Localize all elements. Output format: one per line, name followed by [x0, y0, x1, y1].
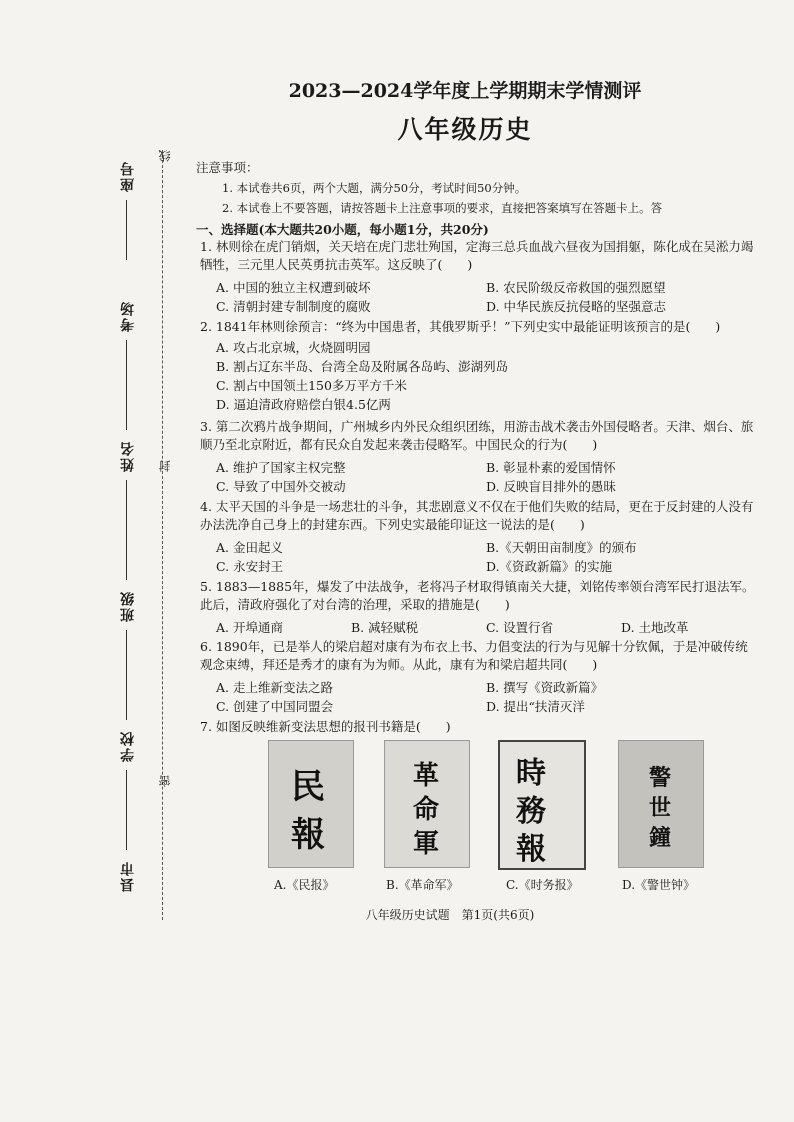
option: C. 设置行省 — [486, 620, 554, 635]
cover-char: 報 — [291, 815, 325, 855]
class-label: 班级 — [120, 590, 136, 622]
question-stem: 6. 1890年，已是举人的梁启超对康有为布衣上书、力倡变法的行为与见解十分钦佩，于是冲破传统观念束缚，拜还是秀才的康有为为师。从此，康有为和梁启超共同( ) — [200, 639, 748, 672]
figure-caption: D.《警世钟》 — [622, 878, 696, 892]
school-line — [126, 770, 128, 850]
seal-char-feng: 封 — [158, 460, 172, 472]
cover-char: 民 — [291, 767, 325, 807]
cover-char: 報 — [516, 832, 546, 867]
option: D. 土地改革 — [621, 620, 689, 635]
seat-label: 座号 — [120, 160, 136, 192]
cover-char: 革 — [413, 761, 440, 791]
notes-heading: 注意事项： — [196, 160, 259, 175]
exam-subject: 八年级历史 — [397, 115, 533, 144]
option: A. 金田起义 — [216, 540, 283, 555]
figure-shiwubao-cover — [498, 740, 586, 870]
question-figures — [258, 740, 708, 890]
figure-caption: B.《革命军》 — [386, 878, 459, 892]
cover-char: 鐘 — [649, 825, 672, 851]
note-item: 1. 本试卷共6页，两个大题，满分50分，考试时间50分钟。 — [222, 181, 527, 195]
option: D. 提出“扶清灭洋 — [486, 699, 585, 714]
section-heading: 一、选择题(本大题共20小题，每小题1分，共20分) — [196, 222, 489, 237]
county-label: 县市 — [120, 860, 136, 892]
question-stem: 4. 太平天国的斗争是一场悲壮的斗争，其悲剧意义不仅在于他们失败的结局，更在于反封建的人没有办法洗净自己身上的封建东西。下列史实最能印证这一说法的是( ) — [200, 499, 754, 532]
option: C. 创建了中国同盟会 — [216, 699, 334, 714]
figure-minbao-cover — [268, 740, 354, 868]
cover-char: 警 — [649, 765, 672, 791]
option: B. 割占辽东半岛、台湾全岛及附属各岛屿、澎湖列岛 — [216, 359, 509, 374]
seal-char-xian: 线 — [158, 150, 172, 162]
cover-char: 軍 — [413, 829, 440, 859]
name-line — [126, 480, 128, 580]
option: D.《资政新篇》的实施 — [486, 559, 613, 574]
room-label: 考场 — [120, 300, 136, 332]
question-stem: 1. 林则徐在虎门销烟，关天培在虎门悲壮殉国，定海三总兵血战六昼夜为国捐躯，陈化成在吴淞力竭牺牲，三元里人民英勇抗击英军。这反映了( ) — [200, 239, 754, 272]
figure-caption: A.《民报》 — [274, 878, 335, 892]
name-label: 姓名 — [120, 440, 136, 472]
question-stem: 5. 1883—1885年，爆发了中法战争，老将冯子材取得镇南关大捷，刘铭传率领台湾军民打退法军。此后，清政府强化了对台湾的治理，采取的措施是( ) — [200, 579, 755, 612]
class-line — [126, 630, 128, 720]
option: C. 清朝封建专制制度的腐败 — [216, 299, 371, 314]
seal-line-dashed — [162, 150, 163, 920]
page-footer: 八年级历史试题 第1页(共6页) — [365, 908, 535, 922]
exam-title: 2023—2024学年度上学期期末学情测评 — [288, 80, 642, 102]
option: D. 反映盲目排外的愚昧 — [486, 479, 617, 494]
question-stem: 3. 第二次鸦片战争期间，广州城乡内外民众组织团练，用游击战术袭击外国侵略者。天津、烟台、旅顺乃至北京附近，都有民众自发起来袭击侵略军。中国民众的行为( ) — [200, 419, 754, 452]
cover-char: 務 — [516, 794, 546, 829]
seal-char-mi: 密 — [158, 775, 172, 787]
option: A. 中国的独立主权遭到破坏 — [216, 280, 371, 295]
figure-gemingjun-cover — [384, 740, 470, 868]
option: C. 割占中国领土150多万平方千米 — [216, 378, 407, 393]
note-item: 2. 本试卷上不要答题，请按答题卡上注意事项的要求，直接把答案填写在答题卡上。答 — [222, 201, 663, 215]
seat-line — [126, 200, 128, 260]
option: B. 撰写《资政新篇》 — [486, 680, 604, 695]
room-line — [126, 340, 128, 430]
option: D. 逼迫清政府赔偿白银4.5亿两 — [216, 397, 391, 412]
option: B. 农民阶级反帝救国的强烈愿望 — [486, 280, 666, 295]
cover-char: 世 — [649, 795, 672, 821]
figure-caption: C.《时务报》 — [506, 878, 579, 892]
question-stem: 2. 1841年林则徐预言：“终为中国患者，其俄罗斯乎！”下列史实中最能证明该预言的是( ) — [200, 319, 721, 334]
option: A. 攻占北京城，火烧圆明园 — [216, 340, 371, 355]
binding-margin — [100, 150, 180, 920]
option: C. 永安封王 — [216, 559, 284, 574]
option: A. 走上维新变法之路 — [216, 680, 333, 695]
option: A. 维护了国家主权完整 — [216, 460, 346, 475]
cover-char: 時 — [516, 756, 546, 791]
option: B. 彰显朴素的爱国情怀 — [486, 460, 616, 475]
option: D. 中华民族反抗侵略的坚强意志 — [486, 299, 667, 314]
option: C. 导致了中国外交被动 — [216, 479, 346, 494]
option: A. 开埠通商 — [216, 620, 283, 635]
question-stem: 7. 如图反映维新变法思想的报刊书籍是( ) — [200, 719, 451, 734]
option: B.《天朝田亩制度》的颁布 — [486, 540, 637, 555]
option: B. 减轻赋税 — [351, 620, 419, 635]
cover-char: 命 — [413, 795, 440, 825]
figure-jingshizhong-cover — [618, 740, 704, 868]
school-label: 学校 — [120, 730, 136, 762]
